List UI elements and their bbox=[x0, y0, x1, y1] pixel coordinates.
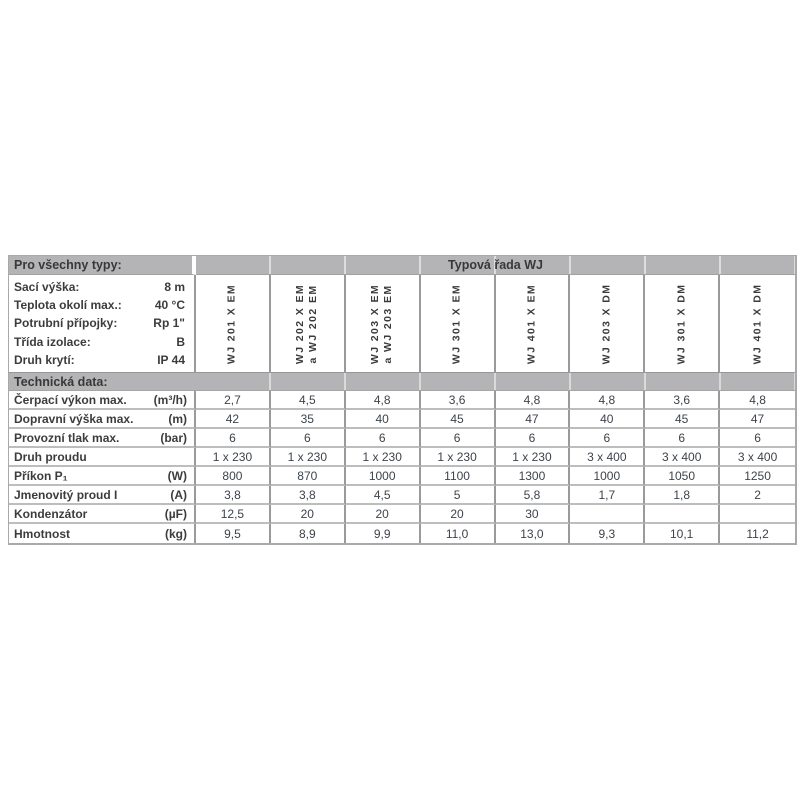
column-header-text bbox=[525, 283, 538, 363]
value-cell: 40 bbox=[570, 410, 645, 429]
row-label-text: Kondenzátor bbox=[14, 506, 88, 521]
row-label bbox=[9, 410, 196, 429]
value-cell: 3 x 400 bbox=[720, 448, 795, 467]
value-cell: 6 bbox=[496, 429, 571, 448]
value-cell: 11,0 bbox=[421, 524, 496, 543]
info-value: Rp 1" bbox=[153, 316, 185, 331]
column-name-line1: WJ 203 X DM bbox=[600, 283, 613, 364]
value-cell: 3,8 bbox=[196, 486, 271, 505]
value-cell bbox=[645, 505, 720, 524]
value-cell: 45 bbox=[645, 410, 720, 429]
value-cell: 35 bbox=[271, 410, 346, 429]
column-header-text bbox=[675, 283, 688, 364]
value-cell: 3,6 bbox=[645, 391, 720, 410]
info-label: Potrubní přípojky: bbox=[14, 316, 118, 331]
general-info-row bbox=[14, 280, 185, 294]
value-cell: 1300 bbox=[496, 467, 571, 486]
column-name-line1: WJ 201 X EM bbox=[225, 283, 238, 364]
value-cell: 800 bbox=[196, 467, 271, 486]
value-cell: 9,9 bbox=[346, 524, 421, 543]
value-cell: 1 x 230 bbox=[421, 448, 496, 467]
row-label-text: Příkon P₁ bbox=[14, 468, 68, 483]
value-cell: 1250 bbox=[720, 467, 795, 486]
value-cell: 8,9 bbox=[271, 524, 346, 543]
value-cell: 9,5 bbox=[196, 524, 271, 543]
value-cell: 47 bbox=[496, 410, 571, 429]
series-header-bar: Typová řada WJ bbox=[196, 256, 795, 275]
info-label: Druh krytí: bbox=[14, 352, 75, 367]
value-cell: 4,8 bbox=[346, 391, 421, 410]
value-cell: 1100 bbox=[421, 467, 496, 486]
value-cell: 12,5 bbox=[196, 505, 271, 524]
column-header-wj-203-x-dm bbox=[570, 275, 645, 372]
column-name-line1: WJ 203 X EM bbox=[369, 283, 382, 364]
row-label bbox=[9, 486, 196, 505]
info-value: 40 °C bbox=[154, 298, 185, 313]
value-cell: 1 x 230 bbox=[496, 448, 571, 467]
row-unit-text: (m) bbox=[168, 411, 187, 426]
value-cell: 20 bbox=[271, 505, 346, 524]
value-cell: 11,2 bbox=[720, 524, 795, 543]
column-name-line1: WJ 301 X DM bbox=[675, 283, 688, 364]
value-cell: 10,1 bbox=[645, 524, 720, 543]
row-label bbox=[9, 505, 196, 524]
row-label-text: Druh proudu bbox=[14, 449, 87, 464]
value-cell: 6 bbox=[196, 429, 271, 448]
info-label: Teplota okolí max.: bbox=[14, 298, 122, 313]
value-cell: 42 bbox=[196, 410, 271, 429]
info-value: IP 44 bbox=[157, 352, 185, 367]
column-name-line1: WJ 202 X EM bbox=[294, 283, 307, 364]
value-cell: 1050 bbox=[645, 467, 720, 486]
value-cell: 870 bbox=[271, 467, 346, 486]
value-cell: 1 x 230 bbox=[196, 448, 271, 467]
value-cell: 6 bbox=[570, 429, 645, 448]
row-unit-text: (W) bbox=[167, 468, 187, 483]
row-label-text: Čerpací výkon max. bbox=[14, 392, 127, 407]
value-cell: 4,8 bbox=[570, 391, 645, 410]
value-cell: 1,7 bbox=[570, 486, 645, 505]
row-unit-text: (A) bbox=[170, 487, 187, 502]
row-label bbox=[9, 391, 196, 410]
value-cell: 40 bbox=[346, 410, 421, 429]
row-label-text: Hmotnost bbox=[14, 526, 70, 541]
value-cell: 4,8 bbox=[496, 391, 571, 410]
value-cell: 20 bbox=[346, 505, 421, 524]
value-cell: 2 bbox=[720, 486, 795, 505]
general-header-bar: Pro všechny typy: bbox=[9, 256, 196, 275]
row-label bbox=[9, 429, 196, 448]
value-cell: 5,8 bbox=[496, 486, 571, 505]
value-cell: 3 x 400 bbox=[570, 448, 645, 467]
column-header-text bbox=[751, 283, 764, 364]
value-cell: 30 bbox=[496, 505, 571, 524]
value-cell: 1000 bbox=[570, 467, 645, 486]
value-cell: 1000 bbox=[346, 467, 421, 486]
column-header-wj-301-x-dm bbox=[645, 275, 720, 372]
column-header-wj-201-x-em bbox=[196, 275, 271, 372]
info-value: 8 m bbox=[164, 280, 185, 295]
value-cell: 6 bbox=[720, 429, 795, 448]
info-label: Třída izolace: bbox=[14, 334, 91, 349]
value-cell bbox=[570, 505, 645, 524]
column-name-line1: WJ 401 X EM bbox=[525, 283, 538, 364]
value-cell: 47 bbox=[720, 410, 795, 429]
value-cell: 4,8 bbox=[720, 391, 795, 410]
value-cell: 20 bbox=[421, 505, 496, 524]
column-header-wj-401-x-dm bbox=[720, 275, 795, 372]
row-label bbox=[9, 467, 196, 486]
column-header-text bbox=[369, 283, 395, 363]
value-cell: 4,5 bbox=[346, 486, 421, 505]
general-info-row bbox=[14, 353, 185, 367]
column-header-text bbox=[451, 283, 464, 363]
column-header-text bbox=[226, 283, 239, 363]
value-cell: 3,6 bbox=[421, 391, 496, 410]
row-label bbox=[9, 448, 196, 467]
value-cell bbox=[720, 505, 795, 524]
column-header-wj-203-x-em bbox=[346, 275, 421, 372]
value-cell: 3,8 bbox=[271, 486, 346, 505]
column-name-line2: a WJ 202 EM bbox=[307, 284, 320, 364]
technical-header-bar: Technická data: bbox=[9, 372, 196, 391]
value-cell: 9,3 bbox=[570, 524, 645, 543]
value-cell: 13,0 bbox=[496, 524, 571, 543]
value-cell: 1 x 230 bbox=[271, 448, 346, 467]
general-info-cell bbox=[9, 275, 196, 372]
column-header-wj-401-x-em bbox=[496, 275, 571, 372]
value-cell: 2,7 bbox=[196, 391, 271, 410]
value-cell: 4,5 bbox=[271, 391, 346, 410]
value-cell: 6 bbox=[346, 429, 421, 448]
value-cell: 6 bbox=[645, 429, 720, 448]
info-label: Sací výška: bbox=[14, 280, 80, 295]
column-name-line2: a WJ 203 EM bbox=[382, 284, 395, 364]
value-cell: 6 bbox=[271, 429, 346, 448]
row-unit-text: (bar) bbox=[160, 430, 187, 445]
value-cell: 1,8 bbox=[645, 486, 720, 505]
row-unit-text: (m³/h) bbox=[153, 392, 187, 407]
general-info-row bbox=[14, 316, 185, 330]
general-info-row bbox=[14, 298, 185, 312]
value-cell: 1 x 230 bbox=[346, 448, 421, 467]
column-name-line1: WJ 301 X EM bbox=[450, 283, 463, 364]
row-unit-text: (µF) bbox=[164, 506, 187, 521]
info-value: B bbox=[176, 334, 185, 349]
row-label-text: Jmenovitý proud I bbox=[14, 487, 118, 502]
technical-header-bar-extension bbox=[196, 372, 795, 391]
value-cell: 5 bbox=[421, 486, 496, 505]
column-header-wj-301-x-em bbox=[421, 275, 496, 372]
column-name-line1: WJ 401 X DM bbox=[751, 283, 764, 364]
value-cell: 6 bbox=[421, 429, 496, 448]
general-info-row bbox=[14, 335, 185, 349]
row-label-text: Provozní tlak max. bbox=[14, 430, 120, 445]
row-label bbox=[9, 524, 196, 543]
column-header-wj-202-x-em bbox=[271, 275, 346, 372]
value-cell: 3 x 400 bbox=[645, 448, 720, 467]
column-header-text bbox=[294, 283, 320, 363]
column-header-text bbox=[600, 283, 613, 364]
row-unit-text: (kg) bbox=[165, 526, 187, 541]
row-label-text: Dopravní výška max. bbox=[14, 411, 134, 426]
spec-table bbox=[8, 255, 797, 545]
value-cell: 45 bbox=[421, 410, 496, 429]
